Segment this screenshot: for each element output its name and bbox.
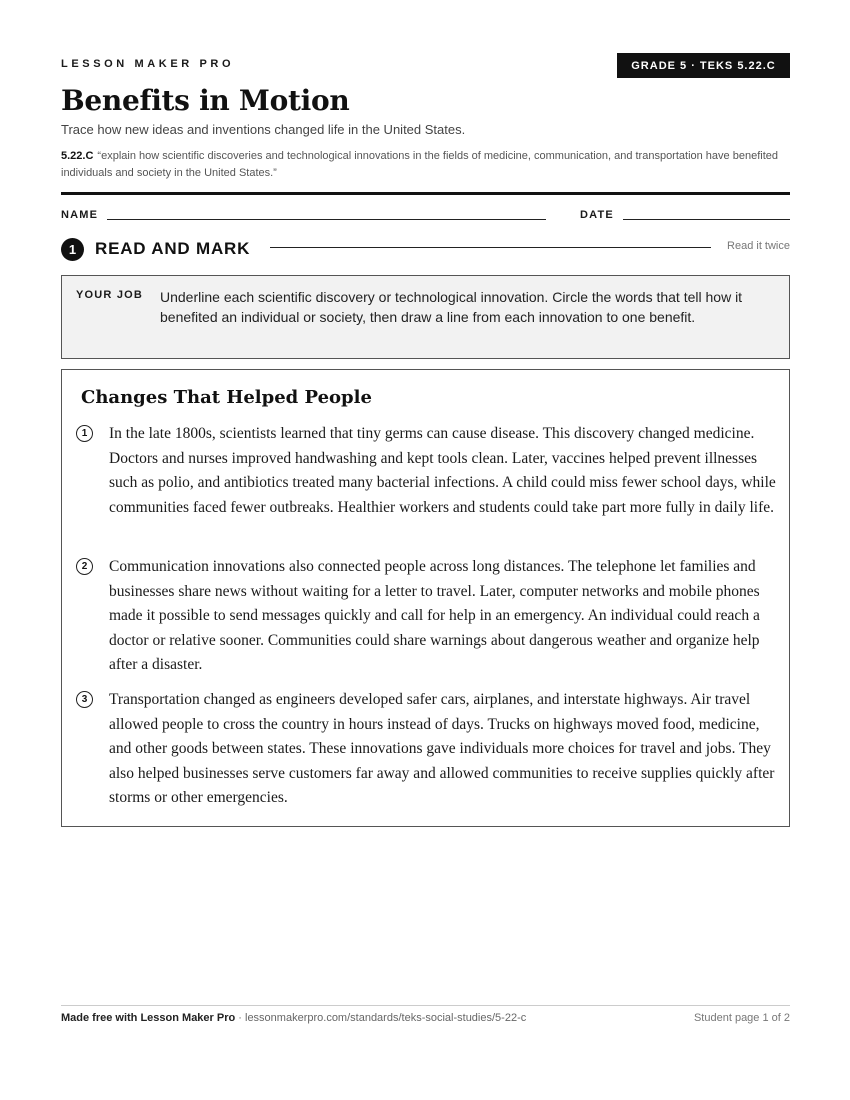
page-title: Benefits in Motion [61, 84, 350, 117]
reading-passage-box [61, 369, 790, 827]
instructions-box [61, 275, 790, 359]
name-field-line[interactable] [107, 219, 546, 220]
brand-name: LESSON MAKER PRO [61, 58, 235, 70]
footer-made-with: Made free with Lesson Maker Pro [61, 1012, 236, 1024]
footer-page-number: Student page 1 of 2 [693, 1012, 790, 1024]
footer-url[interactable]: · lessonmakerpro.com/standards/teks-social-studies/5-22-c [238, 1012, 527, 1024]
reading-title: Changes That Helped People [81, 387, 372, 408]
section-number-badge: 1 [61, 238, 84, 261]
paragraph-number-badge: 3 [76, 691, 93, 708]
footer-divider [61, 1005, 790, 1006]
date-field-line[interactable] [623, 219, 790, 220]
standard-text: “explain how scientific discoveries and technological innovations in the fields of medicine, communication, and transportation have benefited individuals and society in the United States.” [61, 150, 778, 179]
paragraph-number-badge: 2 [76, 558, 93, 575]
paragraph-text: In the late 1800s, scientists learned that tiny germs can cause disease. This discovery changed medicine. Doctors and nurses improved handwashing and kept tools clean. Later, vaccines helped prevent illnesses such as polio, and antibiotics treated many bacterial infections. A child could miss fewer school days, while communities faced fewer outbreaks. Healthier workers and students could take part more fully in daily life. [109, 425, 776, 516]
instructions-text: Underline each scientific discovery or technological innovation. Circle the words that tell how it benefited an individual or society, then draw a line from each innovation to one benefit. [160, 289, 743, 325]
paragraph-text: Communication innovations also connected people across long distances. The telephone let families and businesses share news without waiting for a letter to travel. Later, computer networks and mobile phones made it possible to send messages quickly and call for help in an emergency. An individual could reach a doctor or relative sooner. Communities could share warnings about dangerous weather and organize help after a disaster. [109, 558, 760, 673]
section-title: READ AND MARK [95, 239, 251, 258]
grade-badge: GRADE 5 · TEKS 5.22.C [617, 53, 790, 78]
paragraph-number-badge: 1 [76, 425, 93, 442]
section-divider [270, 247, 711, 248]
instructions-label: YOUR JOB [76, 289, 144, 301]
worksheet-page [61, 0, 790, 1100]
paragraph-text: Transportation changed as engineers developed safer cars, airplanes, and interstate highways. Air travel allowed people to cross the country in hours instead of days. Trucks on highways moved food, medicine, and other goods between states. These innovations gave individuals more choices for travel and jobs. They also helped businesses serve customers far away and allowed communities to receive supplies quickly after storms or other emergencies. [109, 691, 775, 806]
standard-code: 5.22.C [61, 150, 94, 162]
date-label: DATE [580, 209, 614, 221]
header-divider [61, 192, 790, 195]
page-subtitle: Trace how new ideas and inventions changed life in the United States. [61, 122, 466, 137]
standard-statement [61, 148, 790, 182]
footer-credit [61, 1012, 526, 1024]
name-label: NAME [61, 209, 99, 221]
section-note: Read it twice [727, 240, 790, 252]
